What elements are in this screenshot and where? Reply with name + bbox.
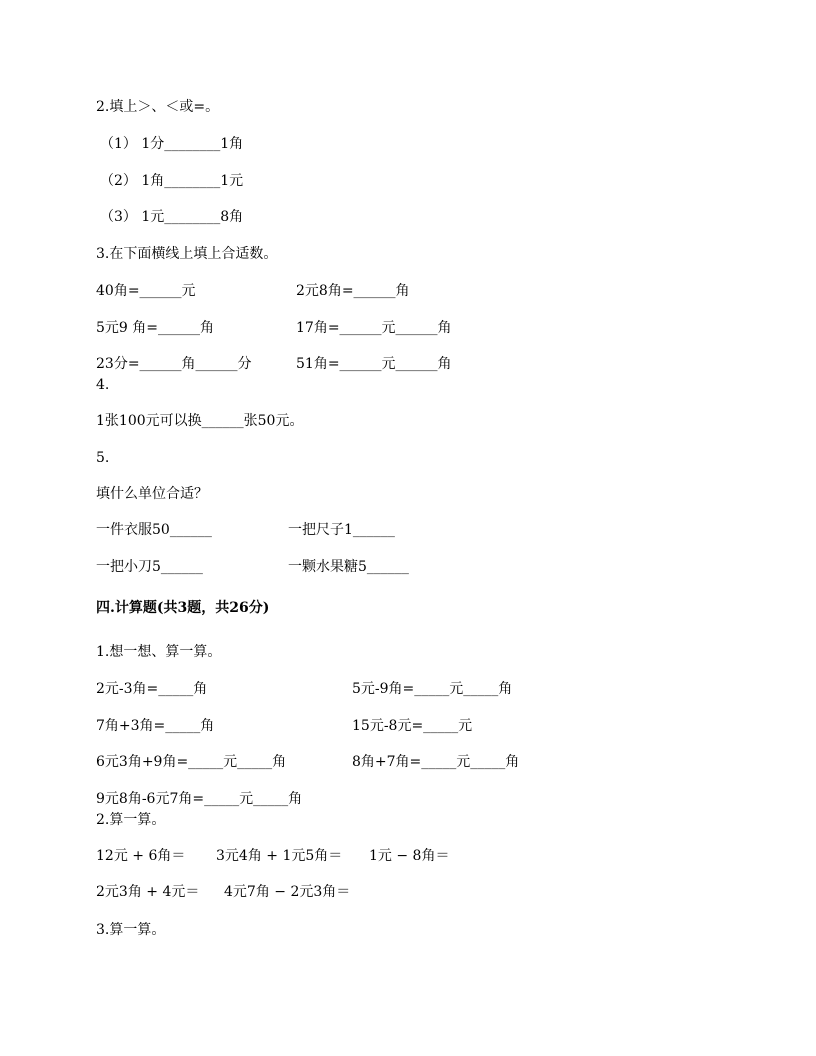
question-5-row-2-right: 一颗水果糖5______ [288, 559, 409, 575]
question-2-item-1: （1） 1分________1角 [100, 136, 244, 152]
question-5-row-1-left: 一件衣服50______ [96, 522, 212, 538]
question-4-text: 1张100元可以换______张50元。 [96, 413, 304, 429]
calc-1-row-3-right: 8角+7角=_____元_____角 [352, 754, 520, 770]
calc-2-expr-5: 4元7角 − 2元3角＝ [224, 884, 351, 900]
question-5-number: 5. [96, 450, 110, 466]
question-3-row-2-left: 5元9 角=______角 [96, 320, 214, 336]
section-4-heading: 四.计算题(共3题，共26分) [96, 600, 270, 616]
question-3-row-2-right: 17角=______元______角 [296, 320, 452, 336]
question-3-row-3-right: 51角=______元______角 [296, 356, 452, 372]
calc-3-title: 3.算一算。 [96, 922, 166, 938]
question-2-item-3: （3） 1元________8角 [100, 209, 244, 225]
calc-1-row-2-left: 7角+3角=_____角 [96, 718, 215, 734]
question-3-row-1-right: 2元8角=______角 [296, 283, 410, 299]
calc-1-row-3-left: 6元3角+9角=_____元_____角 [96, 754, 287, 770]
question-3-title: 3.在下面横线上填上合适数。 [96, 246, 278, 262]
calc-2-expr-2: 3元4角 + 1元5角＝ [216, 848, 343, 864]
question-3-row-1-left: 40角=______元 [96, 283, 196, 299]
calc-2-expr-4: 2元3角 + 4元＝ [96, 884, 200, 900]
calc-1-row-2-right: 15元-8元=_____元 [352, 718, 473, 734]
calc-1-row-1-left: 2元-3角=_____角 [96, 681, 208, 697]
question-5-row-2-left: 一把小刀5______ [96, 559, 203, 575]
calc-2-expr-1: 12元 + 6角＝ [96, 848, 186, 864]
question-2-item-2: （2） 1角________1元 [100, 173, 244, 189]
question-5-row-1-right: 一把尺子1______ [288, 522, 395, 538]
calc-1-row-1-right: 5元-9角=_____元_____角 [352, 681, 513, 697]
calc-2-title: 2.算一算。 [96, 812, 166, 828]
question-5-title: 填什么单位合适？ [96, 486, 208, 502]
calc-1-row-4-left: 9元8角-6元7角=_____元_____角 [96, 791, 303, 807]
calc-1-title: 1.想一想、算一算。 [96, 644, 222, 660]
question-3-row-3-left: 23分=______角______分 [96, 356, 252, 372]
question-2-title: 2.填上＞、＜或=。 [96, 99, 220, 115]
question-4-number: 4. [96, 377, 110, 393]
calc-2-expr-3: 1元 − 8角＝ [369, 848, 450, 864]
